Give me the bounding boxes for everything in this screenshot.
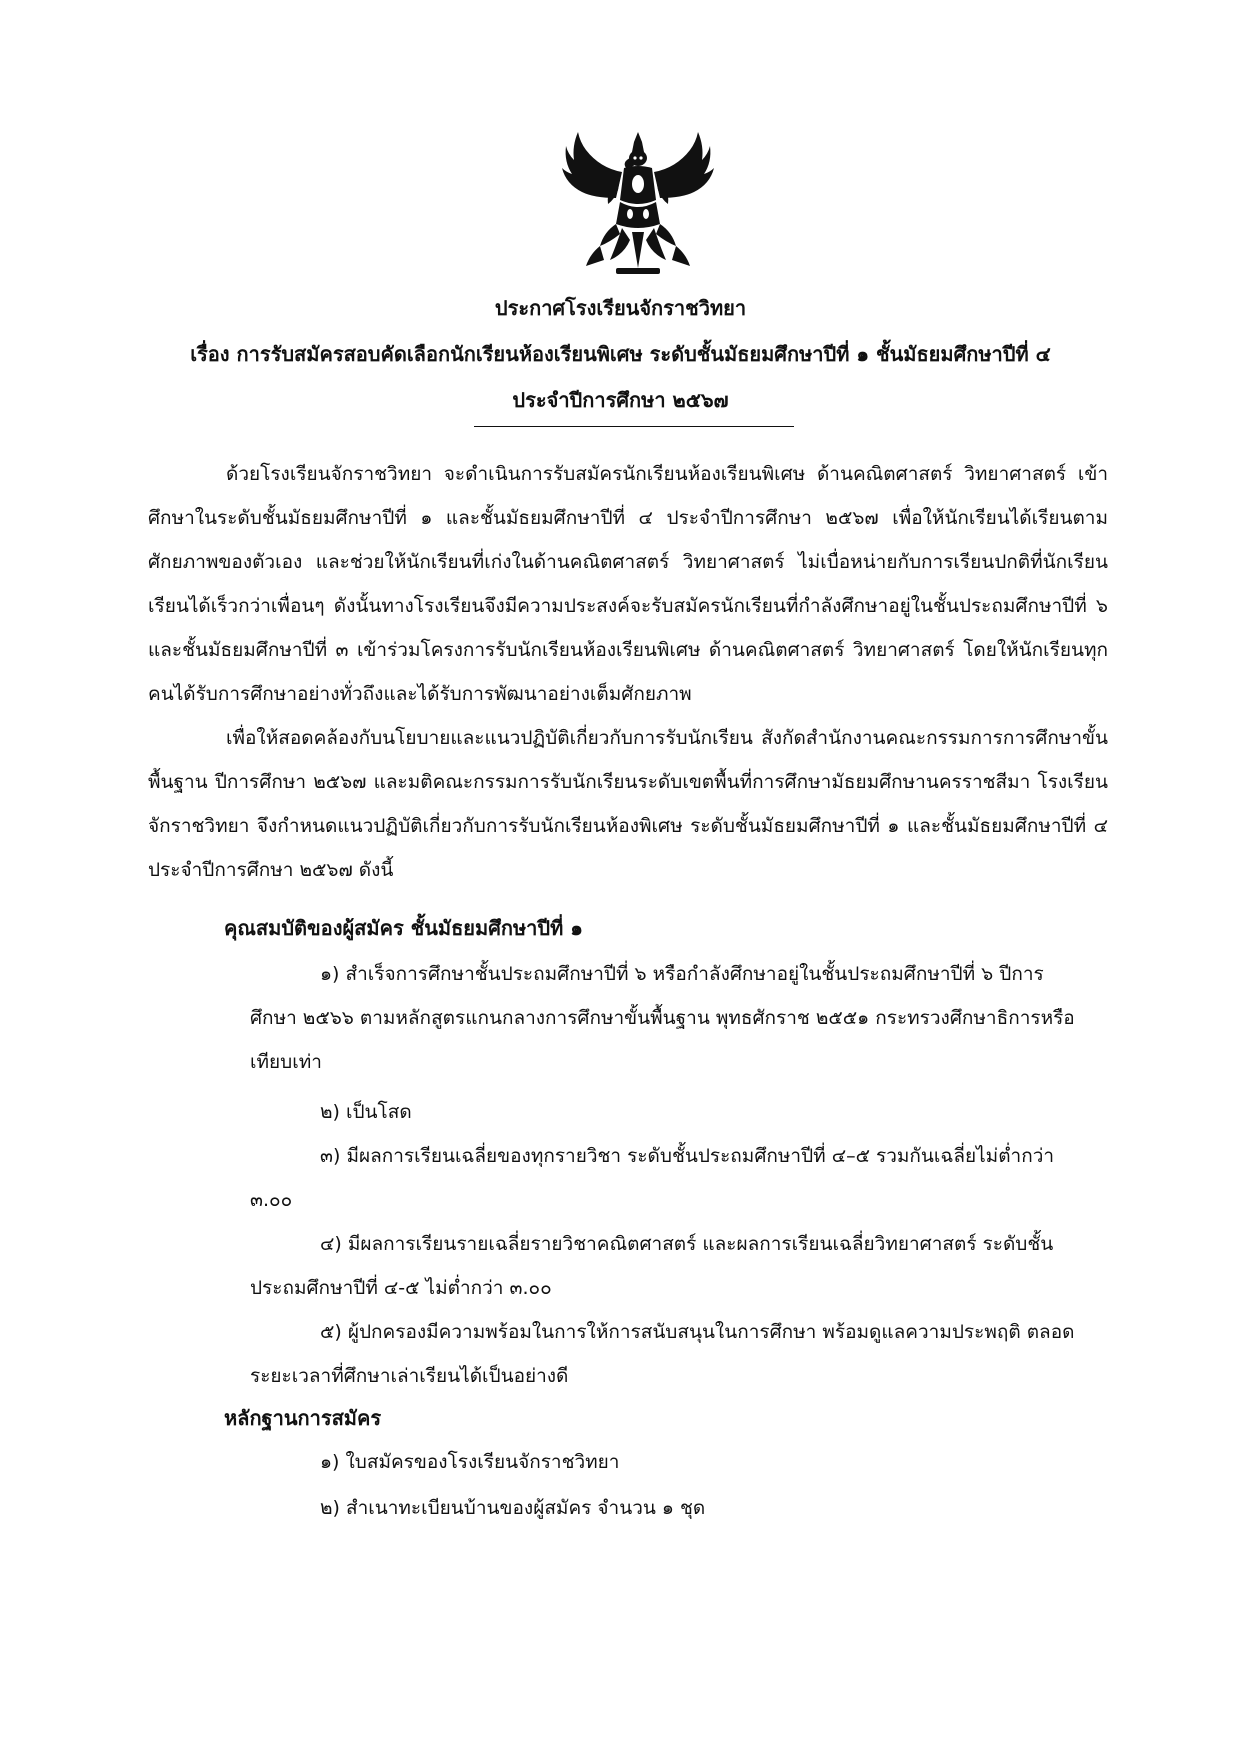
- body-paragraph-1: ด้วยโรงเรียนจักราชวิทยา จะดำเนินการรับสมัครนักเรียนห้องเรียนพิเศษ ด้านคณิตศาสตร์ วิทยาศาสตร์ เข้าศึกษาในระดับชั้นมัธยมศึกษาปีที่ ๑ และชั้นมัธยมศึกษาปีที่ ๔ ประจำปีการศึกษา ๒๕๖๗ เพื่อให้นักเรียนได้เรียนตามศักยภาพของตัวเอง และช่วยให้นักเรียนที่เก่งในด้านคณิตศาสตร์ วิทยาศาสตร์ ไม่เบื่อหน่ายกับการเรียนปกติที่นักเรียนเรียนได้เร็วกว่าเพื่อนๆ ดังนั้นทางโรงเรียนจึงมีความประสงค์จะรับสมัครนักเรียนที่กำลังศึกษาอยู่ในชั้นประถมศึกษาปีที่ ๖ และชั้นมัธยมศึกษาปีที่ ๓ เข้าร่วมโครงการรับนักเรียนห้องเรียนพิเศษ ด้านคณิตศาสตร์ วิทยาศาสตร์ โดยให้นักเรียนทุกคนได้รับการศึกษาอย่างทั่วถึงและได้รับการพัฒนาอย่างเต็มศักยภาพ: [148, 463, 1108, 705]
- qualifications-heading: คุณสมบัติของผู้สมัคร ชั้นมัธยมศึกษาปีที่ ๑: [224, 916, 583, 940]
- qualification-item: ๕) ผู้ปกครองมีความพร้อมในการให้การสนับสนุนในการศึกษา พร้อมดูแลความประพฤติ ตลอดระยะเวลาที่ศึกษาเล่าเรียนได้เป็นอย่างดี: [250, 1321, 1075, 1387]
- qualification-item: ๑) สำเร็จการศึกษาชั้นประถมศึกษาปีที่ ๖ หรือกำลังศึกษาอยู่ในชั้นประถมศึกษาปีที่ ๖ ปีการศึกษา ๒๕๖๖ ตามหลักสูตรแกนกลางการศึกษาขั้นพื้นฐาน พุทธศักราช ๒๕๕๑ กระทรวงศึกษาธิการหรือเทียบเท่า: [250, 963, 1075, 1073]
- announcement-subject: เรื่อง การรับสมัครสอบคัดเลือกนักเรียนห้องเรียนพิเศษ ระดับชั้นมัธยมศึกษาปีที่ ๑ ชั้นมัธยมศึกษาปีที่ ๔: [190, 342, 1051, 366]
- document-item: ๒) สำเนาทะเบียนบ้านของผู้สมัคร จำนวน ๑ ชุด: [320, 1497, 706, 1519]
- document-item: ๑) ใบสมัครของโรงเรียนจักราชวิทยา: [320, 1451, 620, 1473]
- announcement-year: ประจำปีการศึกษา ๒๕๖๗: [512, 388, 729, 412]
- qualification-item: ๓) มีผลการเรียนเฉลี่ยของทุกรายวิชา ระดับชั้นประถมศึกษาปีที่ ๔–๕ รวมกันเฉลี่ยไม่ต่ำกว่า ๓.๐๐: [250, 1145, 1055, 1211]
- announcement-title: ประกาศโรงเรียนจักราชวิทยา: [494, 296, 747, 320]
- header-divider: [474, 426, 794, 427]
- qualification-item: ๔) มีผลการเรียนรายเฉลี่ยรายวิชาคณิตศาสตร์ และผลการเรียนเฉลี่ยวิทยาศาสตร์ ระดับชั้นประถมศึกษาปีที่ ๔-๕ ไม่ต่ำกว่า ๓.๐๐: [250, 1233, 1054, 1299]
- qualification-item: ๒) เป็นโสด: [320, 1101, 412, 1123]
- garuda-emblem-icon: [560, 128, 716, 278]
- documents-heading: หลักฐานการสมัคร: [224, 1406, 382, 1430]
- body-paragraph-2: เพื่อให้สอดคล้องกับนโยบายและแนวปฏิบัติเกี่ยวกับการรับนักเรียน สังกัดสำนักงานคณะกรรมการการศึกษาขั้นพื้นฐาน ปีการศึกษา ๒๕๖๗ และมติคณะกรรมการรับนักเรียนระดับเขตพื้นที่การศึกษามัธยมศึกษานครราชสีมา โรงเรียนจักราชวิทยา จึงกำหนดแนวปฏิบัติเกี่ยวกับการรับนักเรียนห้องพิเศษ ระดับชั้นมัธยมศึกษาปีที่ ๑ และชั้นมัธยมศึกษาปีที่ ๔ ประจำปีการศึกษา ๒๕๖๗ ดังนี้: [148, 727, 1108, 881]
